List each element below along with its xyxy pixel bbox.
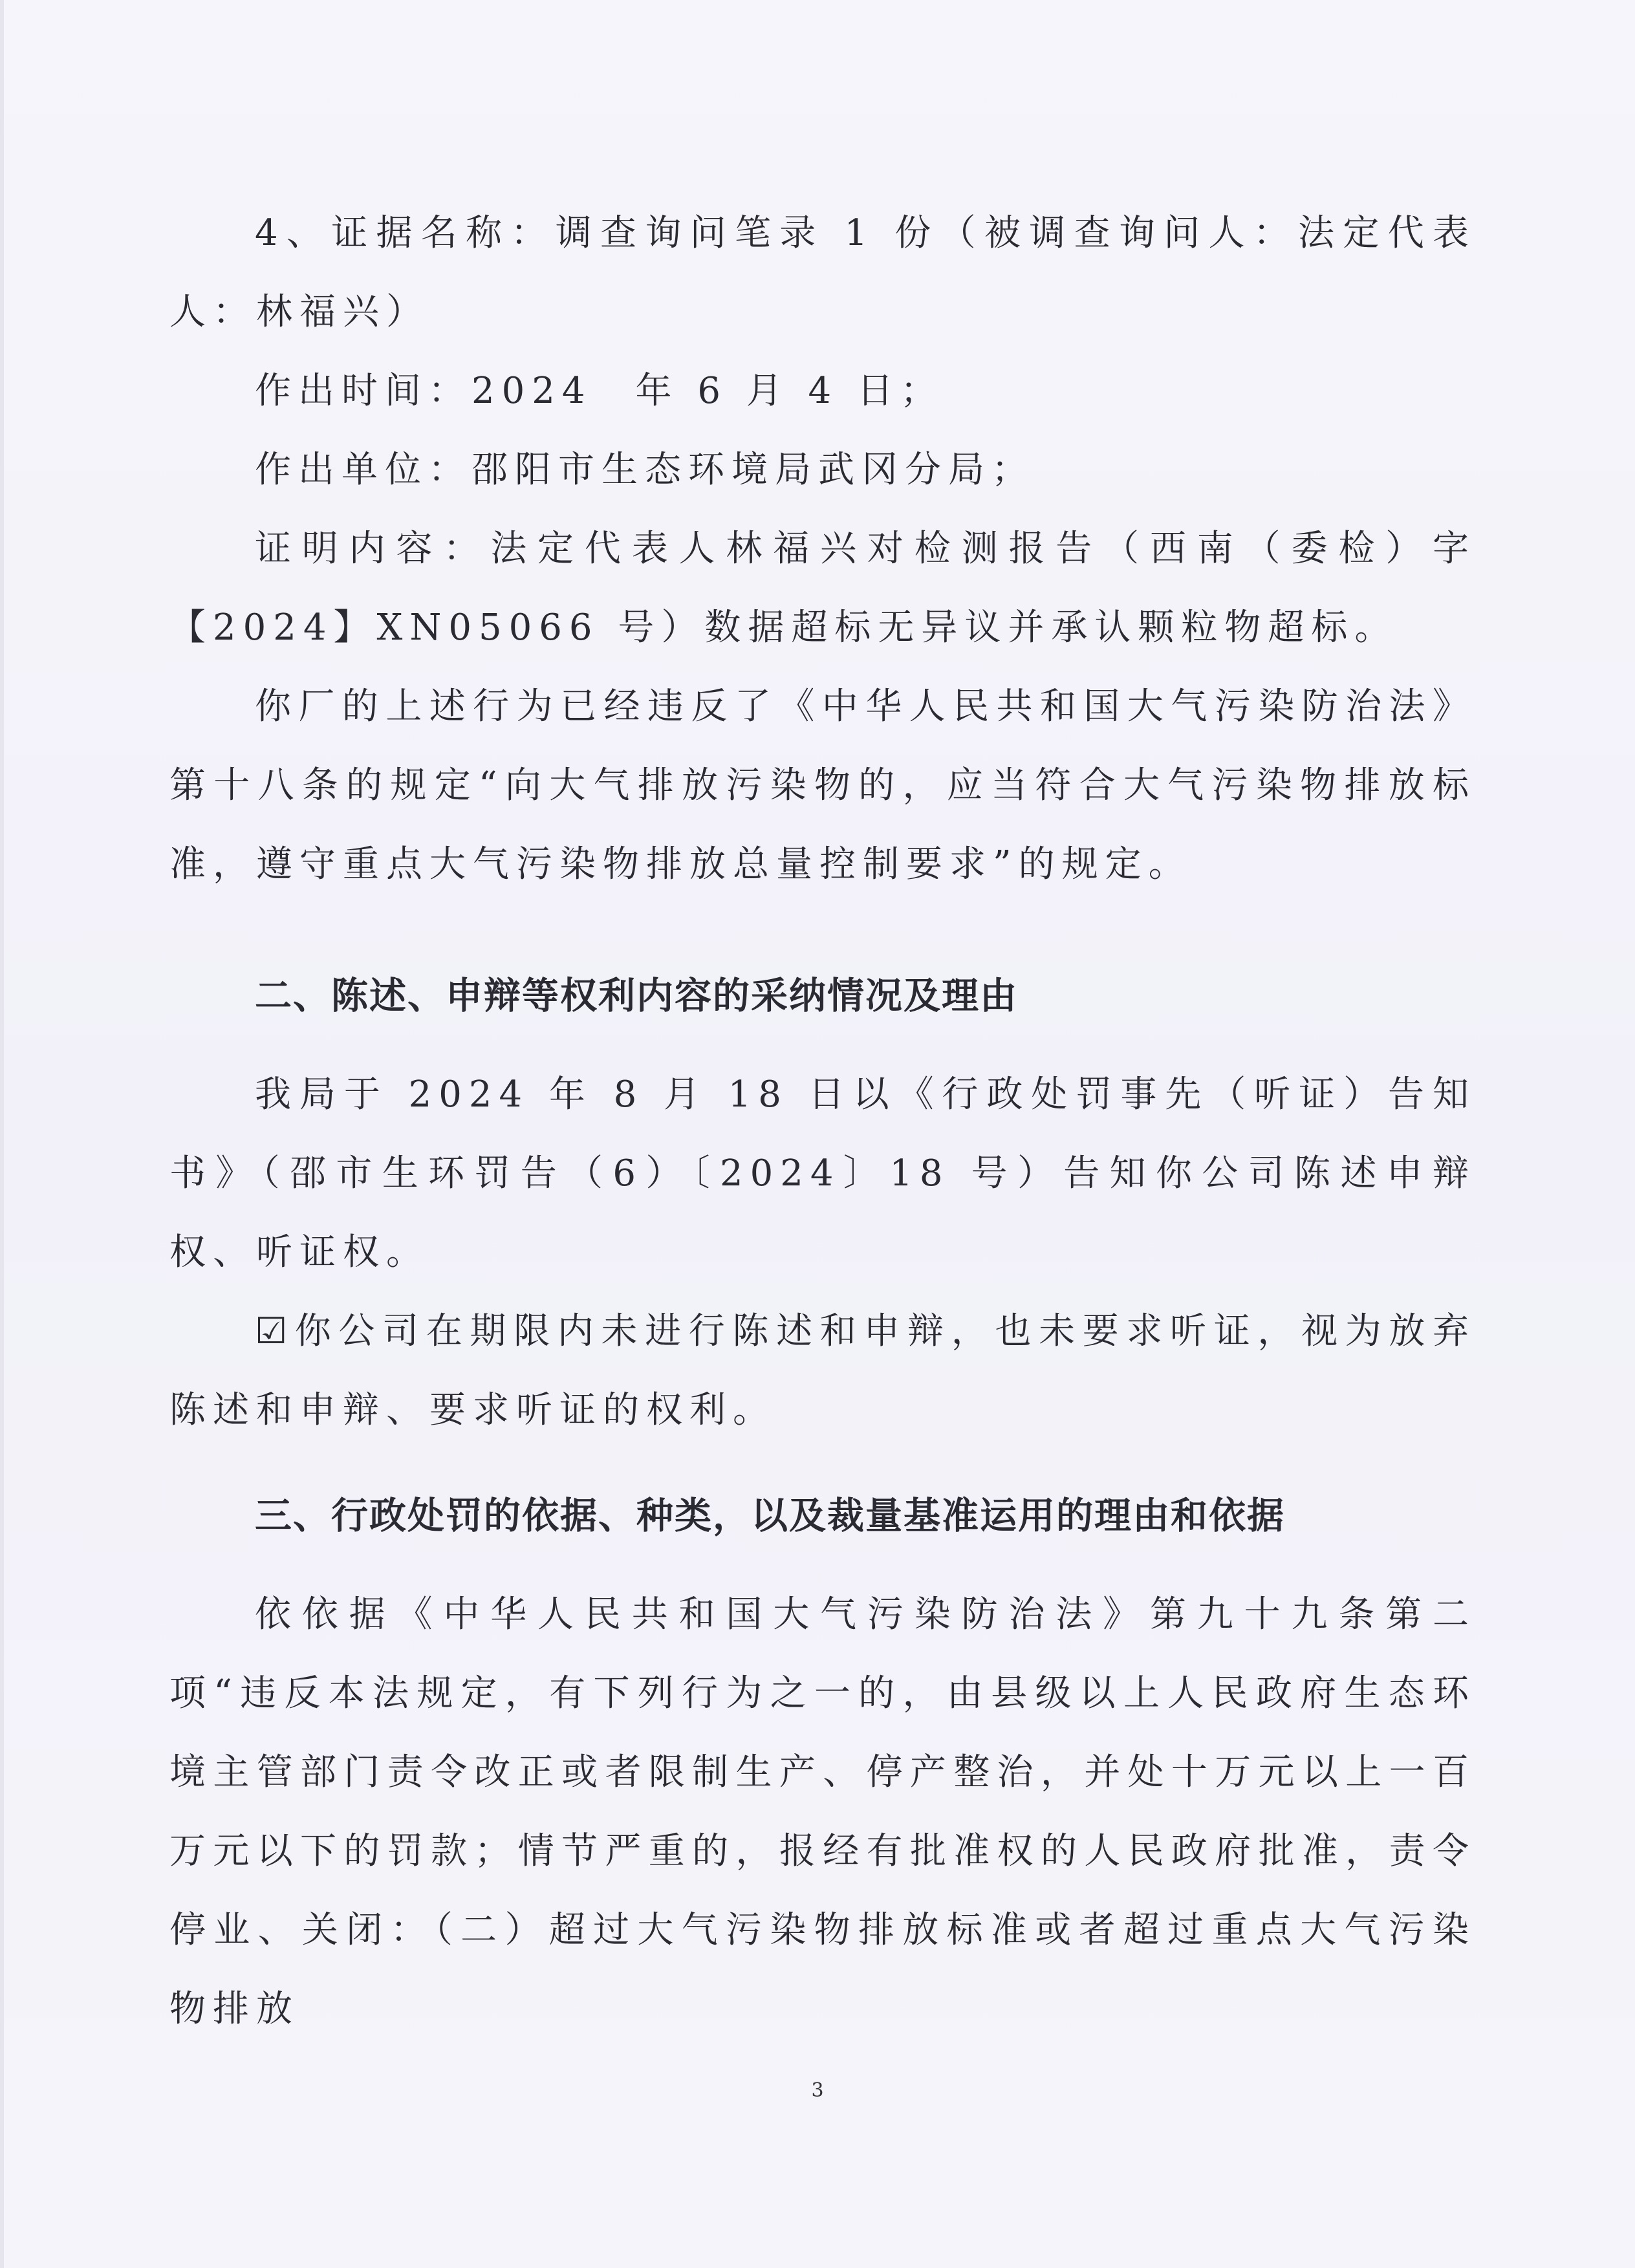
evidence-content-line: 证明内容：法定代表人林福兴对检测报告（西南（委检）字【2024】XN05066 号）数据超标无异议并承认颗粒物超标。 [169, 528, 1476, 649]
evidence-time-line: 作出时间：2024 年 6 月 4 日； [255, 370, 944, 412]
evidence-title-line: 4、证据名称：调查询问笔录 1 份（被调查询问人：法定代表人：林福兴） [169, 212, 1476, 333]
section2-heading: 二、陈述、申辩等权利内容的采纳情况及理由 [255, 975, 1018, 1017]
basis-paragraph: 依依据《中华人民共和国大气污染防治法》第九十九条第二项“违反本法规定，有下列行为之一的，由县级以上人民政府生态环境主管部门责令改正或者限制生产、停产整治，并处十万元以上一百万元以下的罚款；情节严重的，报经有批准权的人民政府批准，责令停业、关闭：（二）超过大气污染物排放标准或者超过重点大气污染物排放 [169, 1593, 1476, 2030]
scan-edge [0, 0, 4, 2268]
page-number: 3 [811, 2079, 824, 2102]
section3-heading: 三、行政处罚的依据、种类，以及裁量基准运用的理由和依据 [255, 1495, 1285, 1537]
evidence-unit-line: 作出单位：邵阳市生态环境局武冈分局； [255, 449, 1035, 491]
checked-checkbox-icon: ☑ [255, 1310, 295, 1352]
waiver-paragraph [169, 1292, 1476, 1450]
violation-paragraph: 你厂的上述行为已经违反了《中华人民共和国大气污染防治法》第十八条的规定“向大气排放污染物的，应当符合大气污染物排放标准，遵守重点大气污染物排放总量控制要求”的规定。 [169, 686, 1476, 885]
notice-paragraph: 我局于 2024 年 8 月 18 日以《行政处罚事先（听证）告知书》（邵市生环罚告（6）〔2024〕18 号）告知你公司陈述申辩权、听证权。 [169, 1074, 1476, 1273]
waiver-text: 你公司在期限内未进行陈述和申辩，也未要求听证，视为放弃陈述和申辩、要求听证的权利。 [169, 1310, 1476, 1431]
document-body [169, 194, 1476, 2049]
